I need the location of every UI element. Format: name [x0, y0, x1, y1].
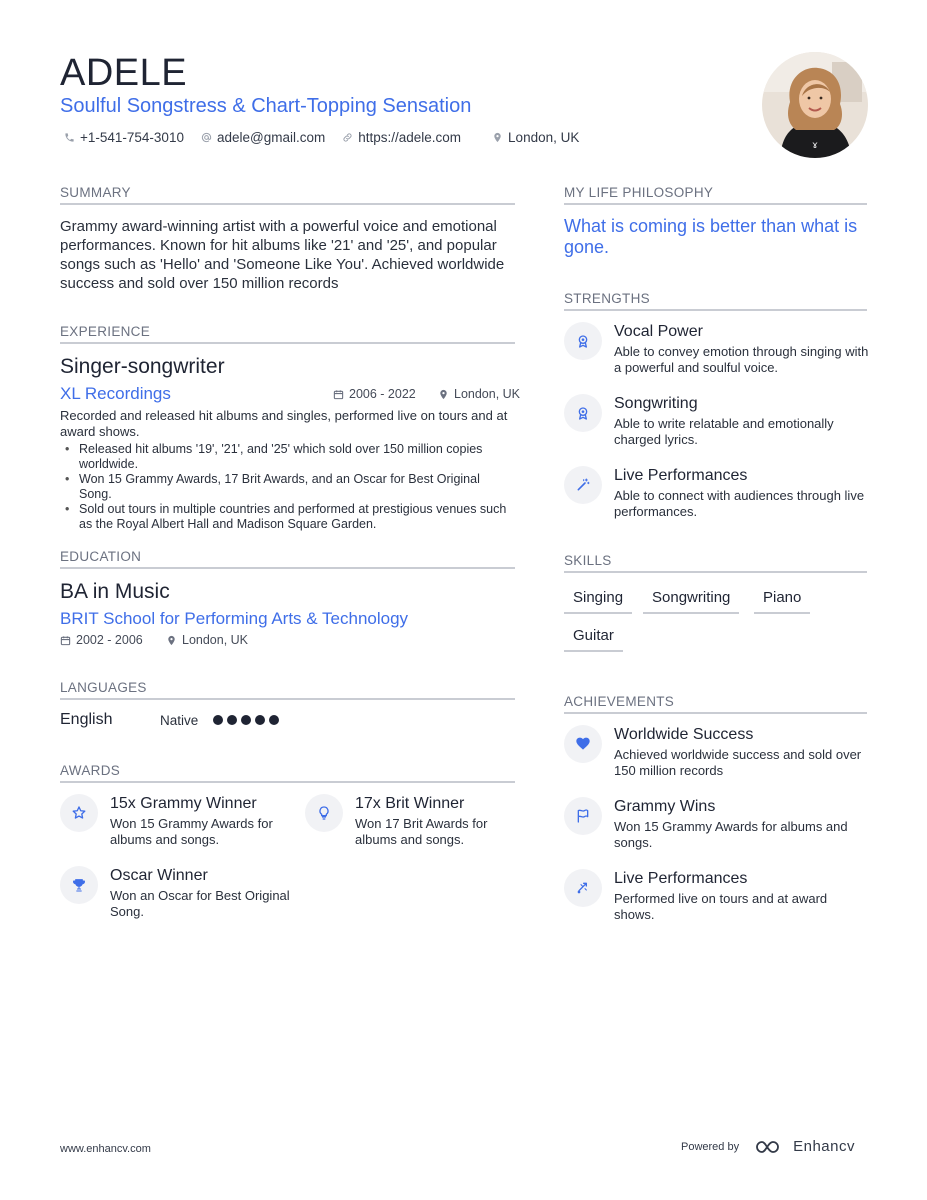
lightbulb-icon: [316, 805, 332, 821]
job-description: Recorded and released hit albums and singles, performed live on tours and at award shows.: [60, 408, 508, 439]
job-bullet: • Released hit albums '19', '21', and '25' which sold over 150 million copies worldwide.: [60, 442, 515, 472]
job-dates-text: 2006 - 2022: [349, 387, 416, 401]
contact-email[interactable]: [201, 130, 325, 145]
enhancv-logo-icon: [755, 1139, 787, 1155]
location-pin-icon: [438, 389, 449, 400]
job-location: [438, 387, 520, 401]
job-bullet: • Sold out tours in multiple countries and performed at prestigious venues such as the Royal Albert Hall and Madison Square Garden.: [60, 502, 515, 532]
proficiency-dot: [227, 715, 237, 725]
achievement-title: Grammy Wins: [614, 798, 716, 815]
proficiency-dot: [213, 715, 223, 725]
award-icon-wrap: [305, 794, 343, 832]
proficiency-dot: [255, 715, 265, 725]
achievement-icon-wrap: [564, 797, 602, 835]
contact-phone[interactable]: [64, 130, 184, 145]
link-icon: [342, 132, 353, 143]
job-bullet: • Won 15 Grammy Awards, 17 Brit Awards, and an Oscar for Best Original Song.: [60, 472, 515, 502]
achievement-item: [564, 869, 869, 923]
achievement-icon-wrap: [564, 869, 602, 907]
strength-title: Songwriting: [614, 395, 698, 412]
achievements-heading: ACHIEVEMENTS: [564, 694, 867, 714]
candidate-name: ADELE: [60, 52, 188, 94]
achievement-title: Live Performances: [614, 870, 748, 887]
svg-text:ɤ: ɤ: [812, 140, 818, 151]
strength-icon-wrap: [564, 322, 602, 360]
strength-desc: Able to connect with audiences through live performances.: [614, 488, 865, 519]
route-icon: [575, 880, 591, 896]
award-desc: Won 15 Grammy Awards for albums and songs.: [110, 816, 273, 847]
calendar-icon: [333, 389, 344, 400]
footer-website-link[interactable]: www.enhancv.com: [60, 1143, 151, 1155]
education-location-text: London, UK: [182, 633, 249, 647]
award-title: Oscar Winner: [110, 867, 208, 884]
strength-item: [564, 466, 869, 520]
strength-desc: Able to write relatable and emotionally charged lyrics.: [614, 416, 834, 447]
avatar: [762, 52, 868, 158]
strengths-heading: STRENGTHS: [564, 291, 867, 311]
award-icon-wrap: [60, 866, 98, 904]
award-icon-wrap: [60, 794, 98, 832]
philosophy-quote: What is coming is better than what is gone.: [564, 216, 858, 257]
summary-heading: SUMMARY: [60, 185, 515, 205]
achievement-title: Worldwide Success: [614, 726, 754, 743]
education-dates: [60, 633, 143, 647]
philosophy-heading: MY LIFE PHILOSOPHY: [564, 185, 867, 205]
medal-icon: [575, 405, 591, 421]
award-desc: Won an Oscar for Best Original Song.: [110, 888, 290, 919]
skill-tag: Piano: [754, 589, 810, 614]
strength-icon-wrap: [564, 466, 602, 504]
award-title: 17x Brit Winner: [355, 795, 465, 812]
job-dates: [333, 387, 416, 401]
strength-item: [564, 394, 869, 448]
strength-item: [564, 322, 869, 376]
awards-heading: AWARDS: [60, 763, 515, 783]
experience-heading: EXPERIENCE: [60, 324, 515, 344]
calendar-icon: [60, 635, 71, 646]
proficiency-dot: [241, 715, 251, 725]
strength-icon-wrap: [564, 394, 602, 432]
job-location-text: London, UK: [454, 387, 521, 401]
skills-heading: SKILLS: [564, 553, 867, 573]
award-desc: Won 17 Brit Awards for albums and songs.: [355, 816, 488, 847]
strength-desc: Able to convey emotion through singing with a powerful and soulful voice.: [614, 344, 869, 375]
strength-title: Live Performances: [614, 467, 748, 484]
flag-icon: [575, 808, 591, 824]
star-icon: [71, 805, 87, 821]
skill-tag: Singing: [564, 589, 632, 614]
school-name: BRIT School for Performing Arts & Technology: [60, 609, 409, 628]
brand-logo[interactable]: [755, 1138, 855, 1155]
achievement-desc: Won 15 Grammy Awards for albums and songs.: [614, 819, 848, 850]
proficiency-dot: [269, 715, 279, 725]
heart-icon: [575, 736, 591, 752]
achievement-item: [564, 725, 869, 779]
achievement-icon-wrap: [564, 725, 602, 763]
contact-website[interactable]: [342, 130, 461, 145]
contact-bar: [64, 130, 579, 145]
email-text: adele@gmail.com: [216, 130, 326, 145]
trophy-icon: [71, 877, 87, 893]
language-level: Native: [160, 713, 199, 728]
phone-text: +1-541-754-3010: [80, 130, 184, 145]
award-title: 15x Grammy Winner: [110, 795, 257, 812]
language-name: English: [60, 711, 113, 728]
footer-branding: [681, 1138, 855, 1155]
skill-tag: Guitar: [564, 627, 623, 652]
location-pin-icon: [492, 132, 503, 143]
magic-wand-icon: [575, 477, 591, 493]
education-dates-text: 2002 - 2006: [76, 633, 143, 647]
powered-by-label: Powered by: [681, 1140, 740, 1153]
strength-title: Vocal Power: [614, 323, 703, 340]
education-location: [166, 633, 248, 647]
achievement-item: [564, 797, 869, 851]
summary-text: Grammy award-winning artist with a powerful voice and emotional performances. Known for hit albums like '21' and '25', and popular songs such as 'Hello' and 'Someone Like You'. Achieved worldwide success and sold over 150 million records: [60, 218, 505, 292]
award-item: [60, 794, 290, 848]
brand-name: Enhancv: [793, 1138, 855, 1155]
languages-heading: LANGUAGES: [60, 680, 515, 700]
skill-tag: Songwriting: [643, 589, 739, 614]
website-text: https://adele.com: [358, 130, 462, 145]
job-title: Singer-songwriter: [60, 355, 225, 378]
candidate-tagline: Soulful Songstress & Chart-Topping Sensation: [60, 95, 472, 117]
education-heading: EDUCATION: [60, 549, 515, 569]
award-item: [60, 866, 290, 920]
job-bullets: [60, 442, 515, 532]
company-name: XL Recordings: [60, 384, 171, 403]
medal-icon: [575, 333, 591, 349]
degree-title: BA in Music: [60, 580, 170, 603]
achievement-desc: Achieved worldwide success and sold over 150 million records: [614, 747, 862, 778]
award-item: [305, 794, 515, 848]
achievement-desc: Performed live on tours and at award shows.: [614, 891, 828, 922]
language-proficiency-dots: [213, 715, 279, 725]
phone-icon: [64, 132, 75, 143]
location-text: London, UK: [508, 130, 580, 145]
location-pin-icon: [166, 635, 177, 646]
contact-location: [492, 130, 579, 145]
at-icon: [201, 132, 212, 143]
